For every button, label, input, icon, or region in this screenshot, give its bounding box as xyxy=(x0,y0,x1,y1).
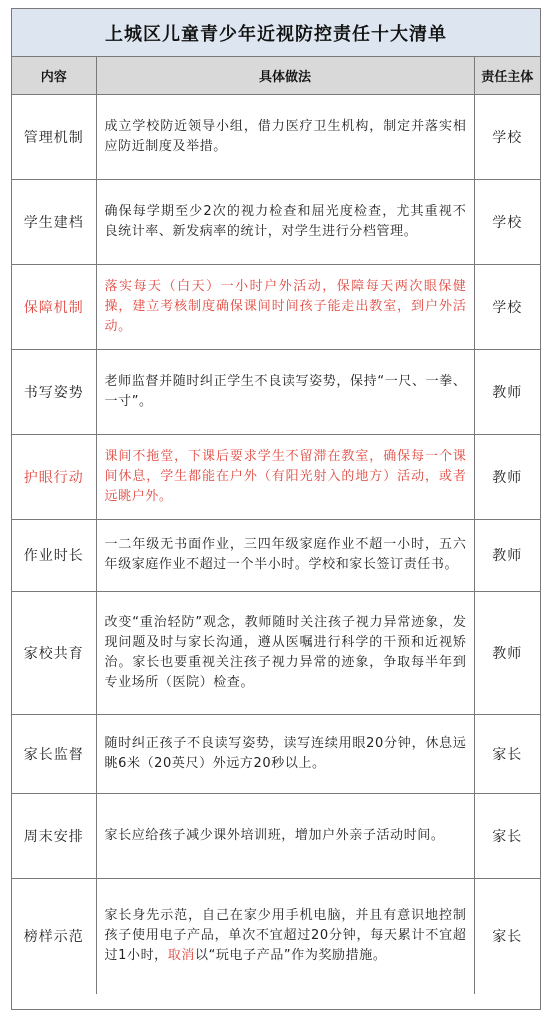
row-owner: 学校 xyxy=(474,94,540,179)
row-owner: 学校 xyxy=(474,179,540,264)
row-content: 家校共育 xyxy=(12,591,96,714)
row-content: 管理机制 xyxy=(12,94,96,179)
table-row xyxy=(12,349,540,434)
table-row xyxy=(12,434,540,519)
row-method: 确保每学期至少2次的视力检查和屈光度检查，尤其重视不良统计率、新发病率的统计，对学生进行分档管理。 xyxy=(96,179,474,264)
table-row xyxy=(12,793,540,878)
row-method: 改变“重治轻防”观念，教师随时关注孩子视力异常迹象，发现问题及时与家长沟通，遵从医嘱进行科学的干预和近视矫治。家长也要重视关注孩子视力异常的迹象，争取每半年到专业场所（医院）检查。 xyxy=(96,591,474,714)
row-content: 学生建档 xyxy=(12,179,96,264)
header-content: 内容 xyxy=(12,57,96,94)
method-text: 家长身先示范，自己在家少用手机电脑，并且有意识地控制孩子使用电子产品，单次不宜超过20分钟，每天累计不宜超过1小时， xyxy=(104,908,467,964)
row-owner: 教师 xyxy=(474,434,540,519)
row-method: 一二年级无书面作业，三四年级家庭作业不超一小时，五六年级家庭作业不超过一个半小时。学校和家长签订责任书。 xyxy=(96,519,474,591)
table-row xyxy=(12,519,540,591)
row-owner: 教师 xyxy=(474,519,540,591)
row-content: 书写姿势 xyxy=(12,349,96,434)
method-highlight: 取消 xyxy=(167,948,195,964)
table-row xyxy=(12,179,540,264)
row-owner: 家长 xyxy=(474,714,540,793)
list-table xyxy=(12,57,540,994)
row-method: 落实每天（白天）一小时户外活动，保障每天两次眼保健操，建立考核制度确保课间时间孩子能走出教室，到户外活动。 xyxy=(96,264,474,349)
row-content: 作业时长 xyxy=(12,519,96,591)
row-owner: 教师 xyxy=(474,349,540,434)
method-text: 以“玩电子产品”作为奖励措施。 xyxy=(194,948,387,964)
table-row xyxy=(12,94,540,179)
header-method: 具体做法 xyxy=(96,57,474,94)
row-owner: 家长 xyxy=(474,878,540,994)
header-owner: 责任主体 xyxy=(474,57,540,94)
table-title: 上城区儿童青少年近视防控责任十大清单 xyxy=(12,9,540,57)
row-method xyxy=(96,878,474,994)
row-content: 保障机制 xyxy=(12,264,96,349)
header-row xyxy=(12,57,540,94)
row-content: 周末安排 xyxy=(12,793,96,878)
row-method: 成立学校防近领导小组，借力医疗卫生机构，制定并落实相应防近制度及举措。 xyxy=(96,94,474,179)
table-row xyxy=(12,878,540,994)
row-owner: 教师 xyxy=(474,591,540,714)
responsibility-table xyxy=(11,8,541,1010)
table-row xyxy=(12,591,540,714)
table-row xyxy=(12,714,540,793)
row-owner: 学校 xyxy=(474,264,540,349)
row-method: 课间不拖堂，下课后要求学生不留滞在教室，确保每一个课间休息，学生都能在户外（有阳光射入的地方）活动，或者远眺户外。 xyxy=(96,434,474,519)
row-content: 护眼行动 xyxy=(12,434,96,519)
table-row xyxy=(12,264,540,349)
row-content: 家长监督 xyxy=(12,714,96,793)
row-owner: 家长 xyxy=(474,793,540,878)
row-method: 随时纠正孩子不良读写姿势，读写连续用眼20分钟，休息远眺6米（20英尺）外远方20秒以上。 xyxy=(96,714,474,793)
row-content: 榜样示范 xyxy=(12,878,96,994)
row-method: 家长应给孩子减少课外培训班，增加户外亲子活动时间。 xyxy=(96,793,474,878)
row-method: 老师监督并随时纠正学生不良读写姿势，保持“一尺、一拳、一寸”。 xyxy=(96,349,474,434)
